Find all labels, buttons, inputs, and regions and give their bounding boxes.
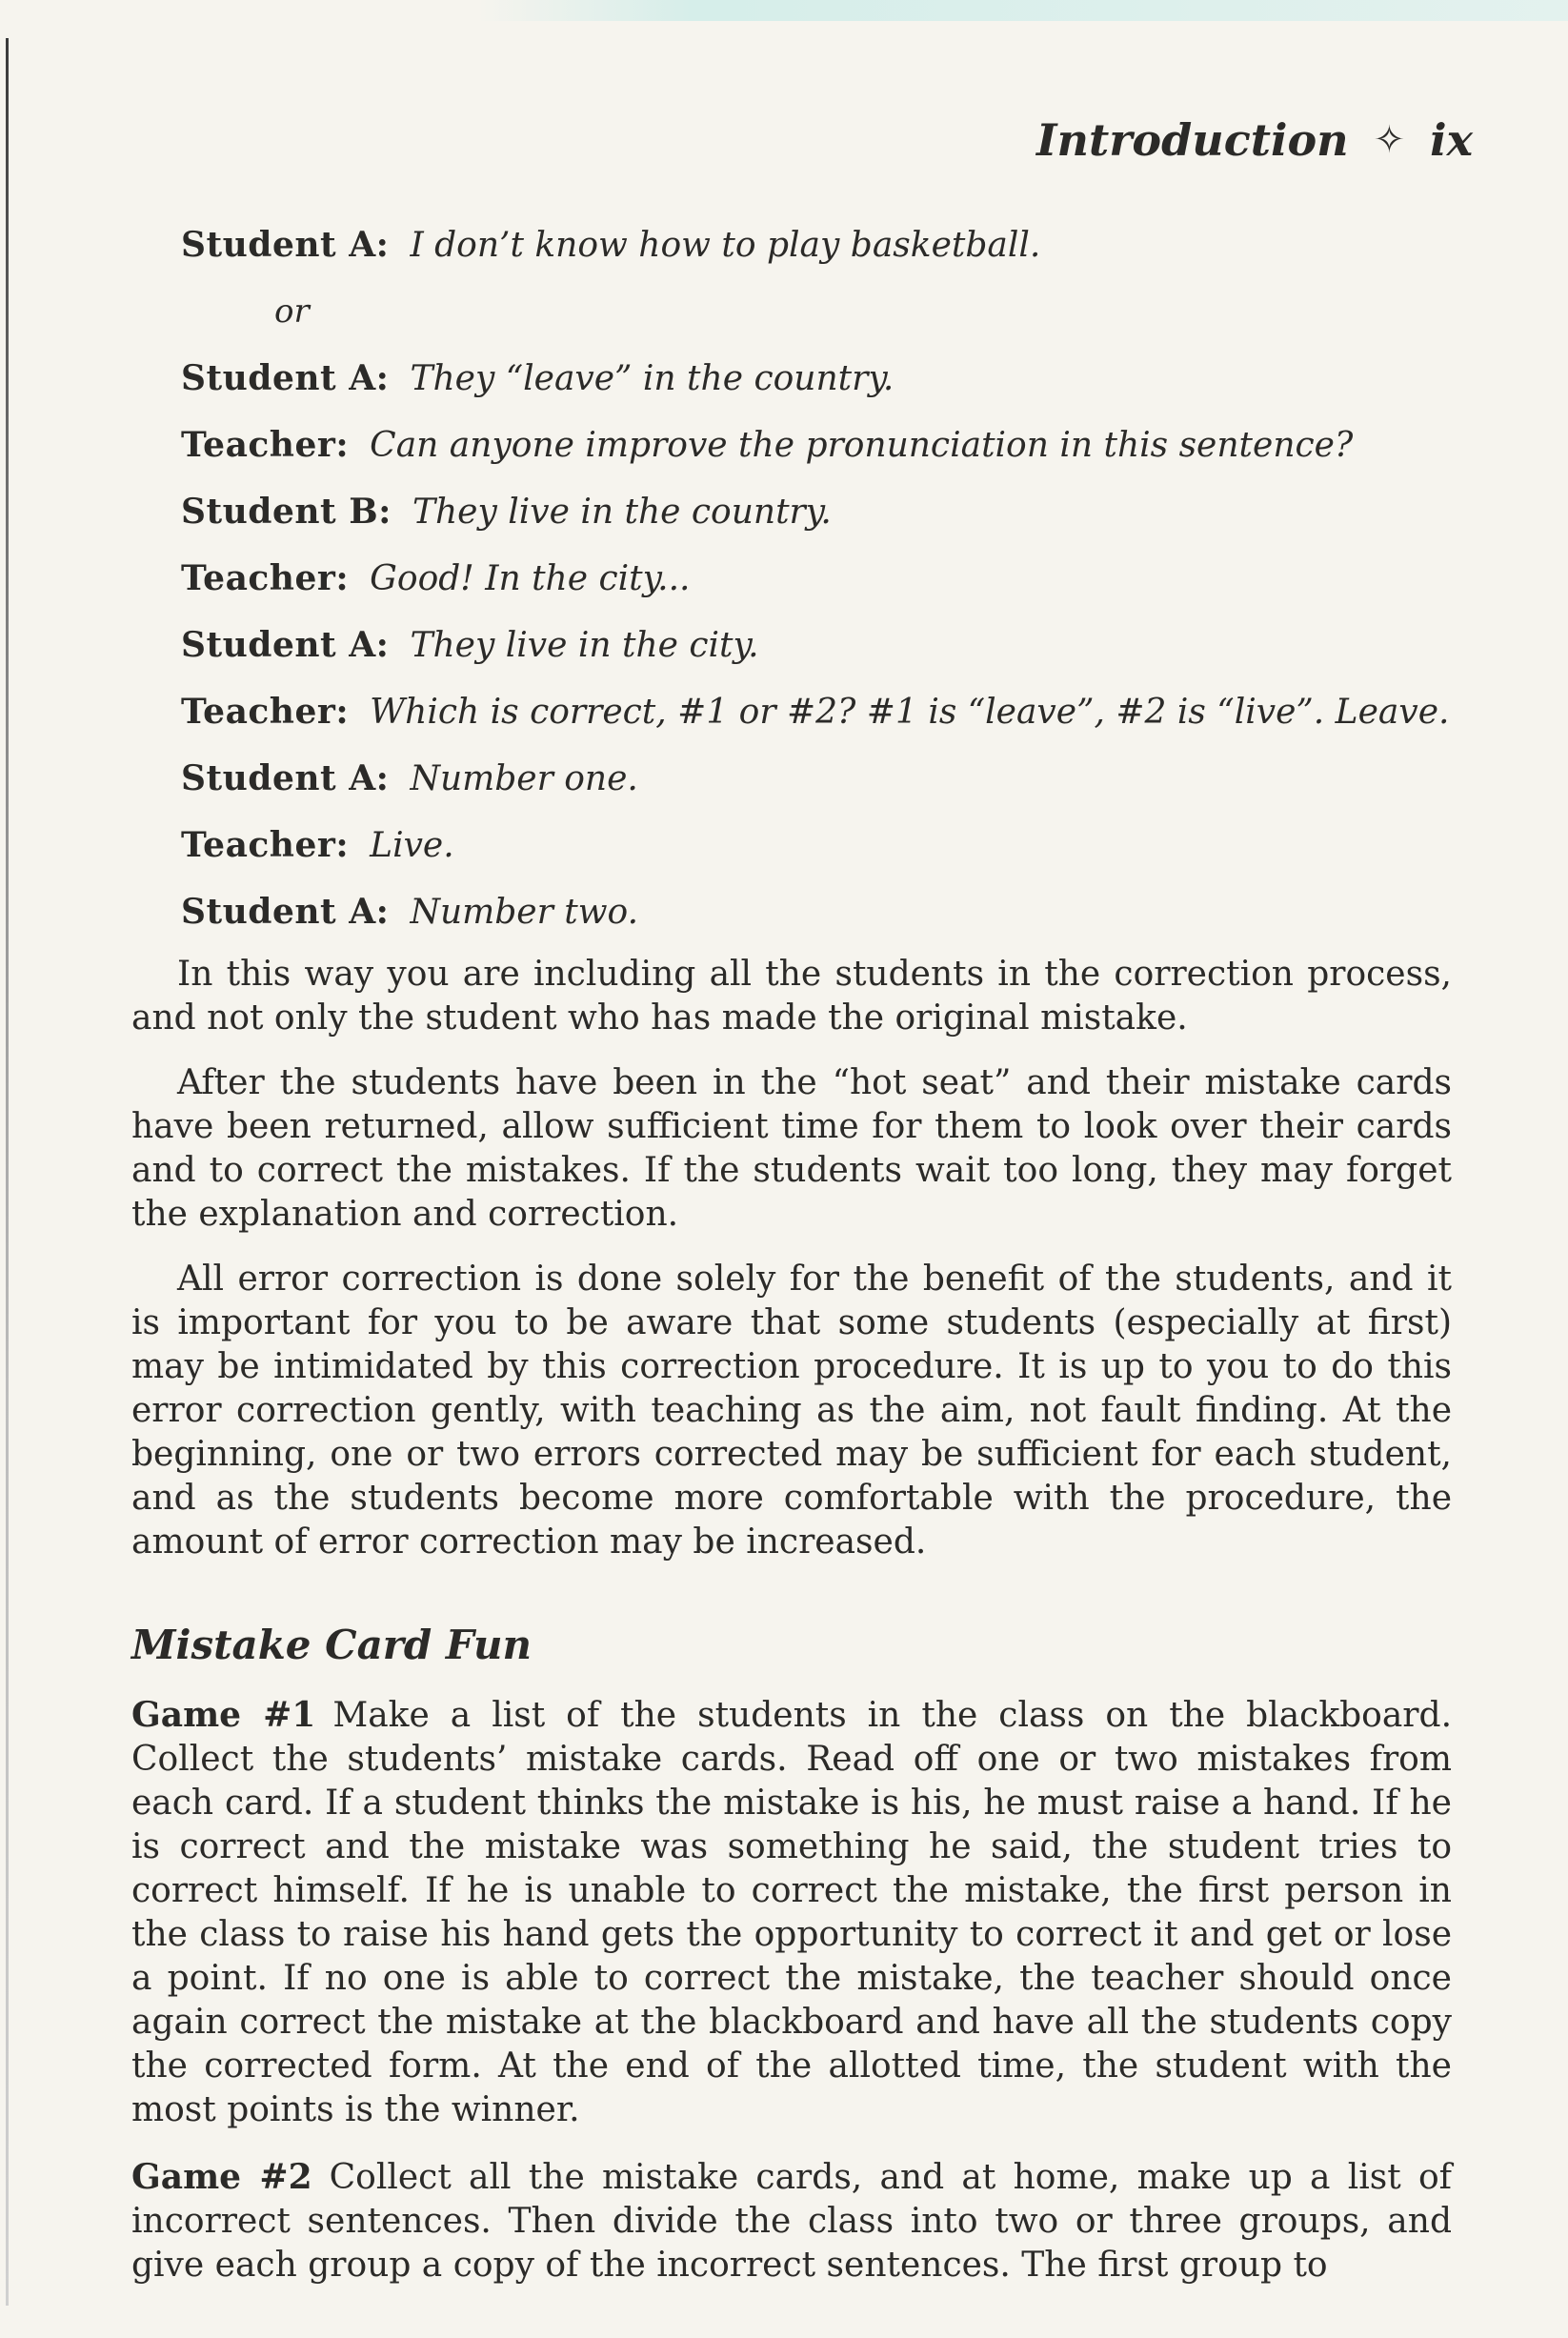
game-description xyxy=(131,1693,1452,2132)
utterance: They live in the city. xyxy=(410,626,759,665)
utterance: Live. xyxy=(370,826,454,865)
utterance: I don’t know how to play basketball. xyxy=(410,226,1041,265)
game-label: Game #1 xyxy=(131,1695,316,1735)
speaker: Student A: xyxy=(181,358,390,398)
game-label: Game #2 xyxy=(131,2157,312,2197)
header-title: Introduction xyxy=(1035,114,1349,166)
body-text xyxy=(131,953,1452,2310)
dialogue-line xyxy=(181,878,1457,945)
speaker: Student A: xyxy=(181,225,390,265)
speaker: Teacher: xyxy=(181,425,350,465)
speaker: Student A: xyxy=(181,625,390,665)
game-text: Collect all the mistake cards, and at home, make up a list of incorrect sentences. Then divide the class into two or three groups, and give each group a copy of the incorrect sentences. The first group to xyxy=(131,2158,1452,2285)
paragraph: In this way you are including all the students in the correction process, and not only the student who has made the original mistake. xyxy=(131,955,1452,1038)
dialogue-line xyxy=(181,412,1457,478)
speaker: Teacher: xyxy=(181,825,350,865)
dialogue-line xyxy=(181,612,1457,678)
page-number: ix xyxy=(1430,114,1473,166)
speaker: Student A: xyxy=(181,758,390,798)
dialogue-line xyxy=(181,545,1457,612)
dialogue-alternative: or xyxy=(274,292,310,331)
utterance: Good! In the city... xyxy=(370,559,691,598)
utterance: Which is correct, #1 or #2? #1 is “leave”, #2 is “live”. Leave. xyxy=(370,693,1450,732)
dialogue-line xyxy=(181,745,1457,812)
dialogue-line xyxy=(181,478,1457,545)
game-text: Make a list of the students in the class on the blackboard. Collect the students’ mistake cards. Read off one or two mistakes from each card. If a student thinks the mistake is his, he must raise a hand. If he is correct and the mistake was something he said, the student tries to correct himself. If he is unable to correct the mistake, the first person in the class to raise his hand gets the opportunity to correct it and get or lose a point. If no one is able to correct the mistake, the teacher should once again correct the mistake at the blackboard and have all the students copy the corrected form. At the end of the allotted time, the student with the most points is the winner. xyxy=(131,1696,1453,2129)
dialogue-line xyxy=(181,345,1457,412)
utterance: Number two. xyxy=(410,893,639,932)
utterance: Can anyone improve the pronunciation in this sentence? xyxy=(370,426,1354,465)
binding-edge xyxy=(6,38,9,2306)
utterance: They live in the country. xyxy=(412,493,832,532)
game-description xyxy=(131,2155,1452,2288)
utterance: Number one. xyxy=(410,759,638,798)
speaker: Teacher: xyxy=(181,558,350,598)
dialogue-block xyxy=(181,212,1457,945)
dialogue-line xyxy=(181,212,1457,278)
running-header xyxy=(1036,114,1473,166)
dialogue-line xyxy=(181,678,1457,745)
paragraph: All error correction is done solely for the benefit of the students, and it is important for you to be aware that some students (especially at first) may be intimidated by this correction procedure. It is up to you to do this error correction gently, with teaching as the aim, not fault finding. At the beginning, one or two errors corrected may be sufficient for each student, and as the students become more comfortable with the procedure, the amount of error correction may be increased. xyxy=(131,1260,1452,1562)
speaker: Teacher: xyxy=(181,692,350,732)
speaker: Student A: xyxy=(181,892,390,932)
scan-tint xyxy=(476,0,1568,21)
paragraph: After the students have been in the “hot seat” and their mistake cards have been returned, allow sufficient time for them to look over their cards and to correct the mistakes. If the students wait too long, they may forget the explanation and correction. xyxy=(131,1063,1452,1234)
diamond-separator-icon: ✧ xyxy=(1373,118,1406,162)
utterance: They “leave” in the country. xyxy=(410,359,895,398)
dialogue-line xyxy=(181,812,1457,878)
speaker: Student B: xyxy=(181,492,392,532)
section-heading: Mistake Card Fun xyxy=(131,1622,533,1668)
